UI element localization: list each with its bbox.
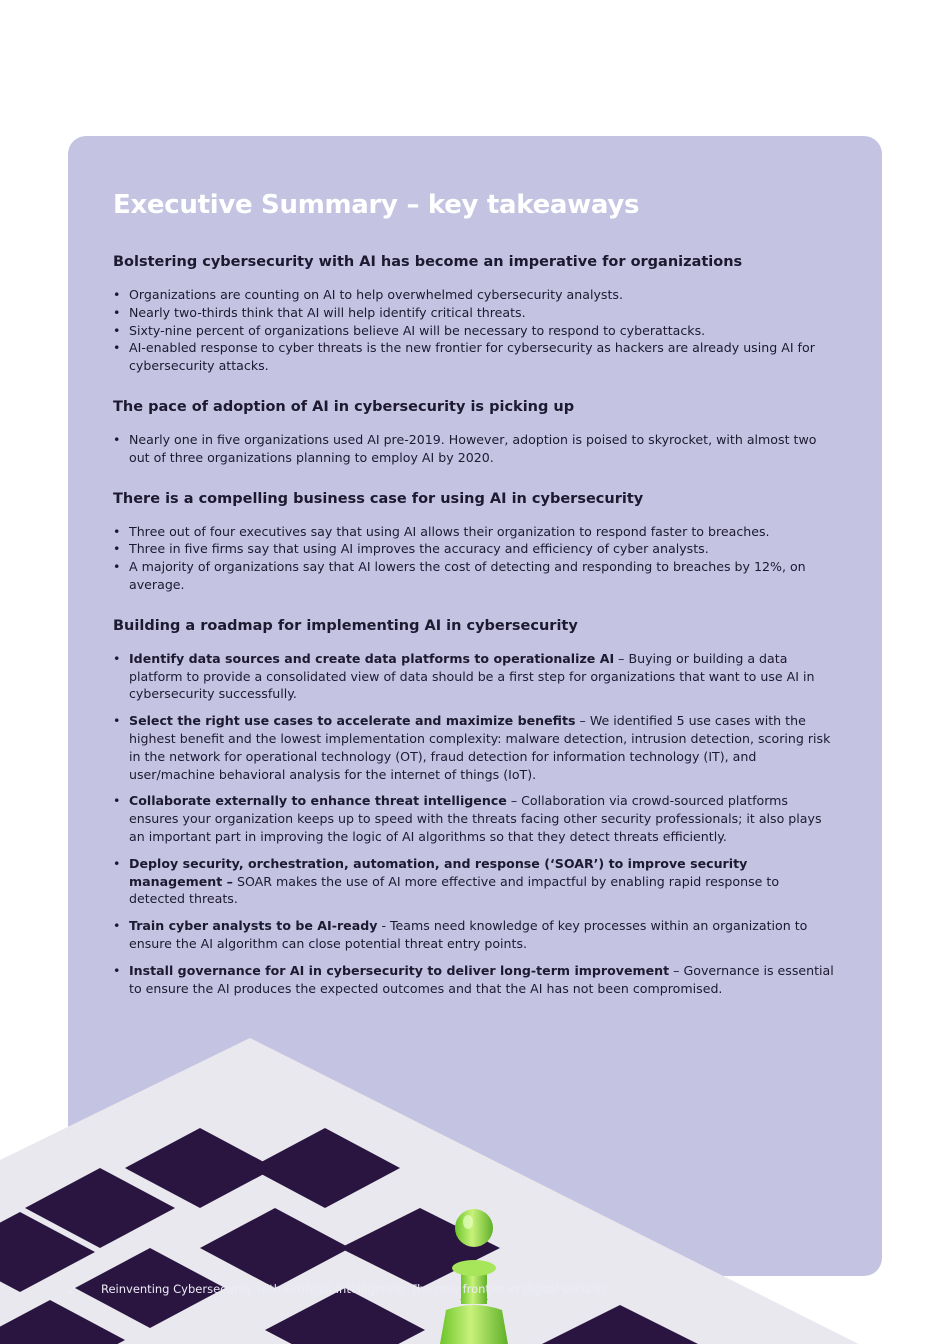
roadmap-item: • Collaborate externally to enhance threat intelligence – Collaboration via crowd-sourced platforms ensures your organization keeps up to speed with the threats facing other security professionals; it also plays an important part in improving the logic of AI algorithms so that they detect threats efficiently. (113, 792, 835, 845)
section-heading: There is a compelling business case for using AI in cybersecurity (113, 490, 644, 507)
chessboard-illustration (0, 1030, 950, 1344)
page-footer (68, 1282, 608, 1296)
roadmap-item: • Identify data sources and create data platforms to operationalize AI – Buying or building a data platform to provide a consolidated view of data should be a first step for organizations that want to use AI in cybersecurity successfully. (113, 650, 835, 703)
page-title: Executive Summary – key takeaways (113, 190, 640, 220)
list-item: • AI-enabled response to cyber threats is the new frontier for cybersecurity as hackers are already using AI for cybersecurity attacks. (113, 339, 835, 375)
roadmap-item: • Select the right use cases to accelerate and maximize benefits – We identified 5 use cases with the highest benefit and the lowest implementation complexity: malware detection, intrusion detection, scoring risk in the network for operational technology (OT), fraud detection for information technology (IT), and user/machine behavioral analysis for the internet of things (IoT). (113, 712, 835, 783)
page-number: 2 (68, 1282, 76, 1296)
list-item: • Nearly two-thirds think that AI will help identify critical threats. (113, 304, 835, 322)
section-imperative (113, 254, 835, 375)
section-roadmap (113, 618, 835, 998)
summary-content (113, 190, 835, 1021)
roadmap-item: • Train cyber analysts to be AI-ready - Teams need knowledge of key processes within an organization to ensure the AI algorithm can close potential threat entry points. (113, 917, 835, 953)
list-item: • Organizations are counting on AI to help overwhelmed cybersecurity analysts. (113, 286, 835, 304)
list-item: • A majority of organizations say that AI lowers the cost of detecting and responding to breaches by 12%, on average. (113, 558, 835, 594)
section-adoption (113, 399, 835, 467)
roadmap-item: • Deploy security, orchestration, automation, and response (‘SOAR’) to improve security management – SOAR makes the use of AI more effective and impactful by enabling rapid response to detected threats. (113, 855, 835, 908)
section-business-case (113, 491, 835, 594)
roadmap-item: • Install governance for AI in cybersecurity to deliver long-term improvement – Governance is essential to ensure the AI produces the expected outcomes and that the AI has not been compromised. (113, 962, 835, 998)
list-item: • Three out of four executives say that using AI allows their organization to respond faster to breaches. (113, 523, 835, 541)
list-item: • Nearly one in five organizations used AI pre-2019. However, adoption is poised to skyrocket, with almost two out of three organizations planning to employ AI by 2020. (113, 431, 835, 467)
section-heading: Building a roadmap for implementing AI in cybersecurity (113, 617, 578, 634)
section-heading: The pace of adoption of AI in cybersecurity is picking up (113, 398, 575, 415)
footer-text: Reinventing Cybersecurity with Artificial Intelligence: The new frontier in digital security (100, 1282, 609, 1296)
section-heading: Bolstering cybersecurity with AI has become an imperative for organizations (113, 254, 743, 270)
list-item: • Sixty-nine percent of organizations believe AI will be necessary to respond to cyberattacks. (113, 322, 835, 340)
list-item: • Three in five firms say that using AI improves the accuracy and efficiency of cyber analysts. (113, 540, 835, 558)
